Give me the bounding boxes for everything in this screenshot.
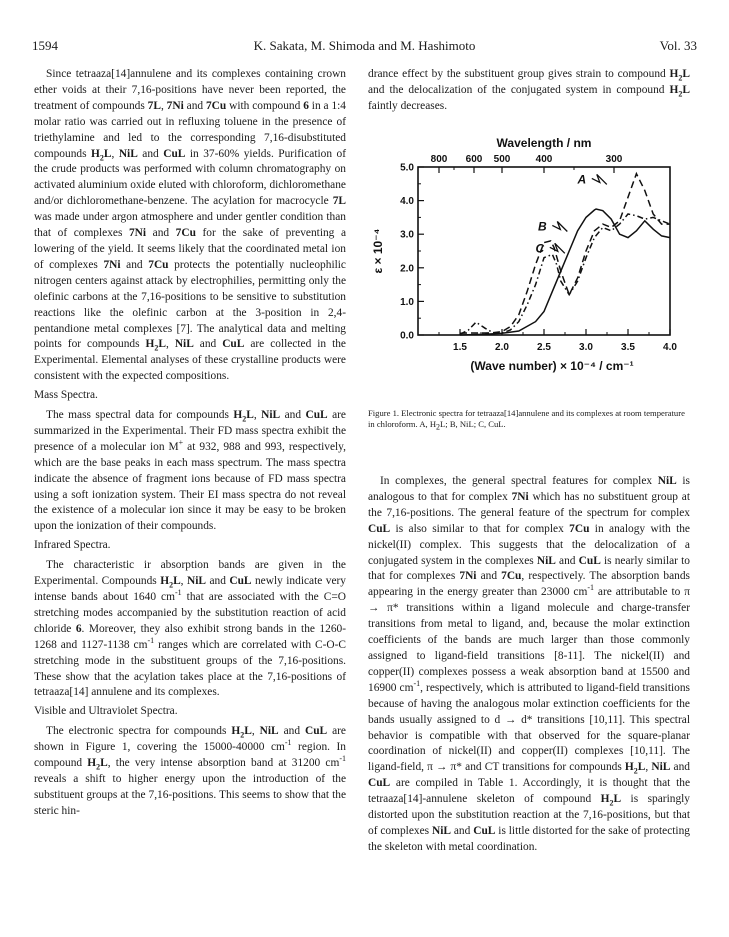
text-run: The characteristic ir absorption bands are given in the Experimental. Compounds bbox=[34, 559, 346, 588]
text-run: are summarized in the Experimental. Their FD mass spectra exhibit the presence of a molecular ion M bbox=[34, 409, 346, 453]
text-run: The electronic spectra for compounds bbox=[46, 725, 232, 738]
text-run: L bbox=[158, 338, 167, 351]
text-run: , bbox=[180, 575, 187, 588]
x-tick-label: 4.0 bbox=[663, 342, 677, 353]
left-column bbox=[34, 67, 346, 820]
text-run: and bbox=[555, 554, 579, 567]
paragraph-infrared-spectra bbox=[34, 558, 346, 701]
text-run: 2 bbox=[96, 762, 101, 772]
text-run: is analogous to that for complex bbox=[368, 475, 690, 503]
heading-uv-vis-spectra: Visible and Ultraviolet Spectra. bbox=[34, 705, 178, 718]
text-run: protects the potentially nucleophilic nitrogen centers against attack by electrophilies, permitting only the olefinic carbons at the 7,16-positions to be sensitive to substitution reactions like the olefinic carbon at the 3-position in 2,4-pentandione metal complexes [7]. The analytical data and melting points for compounds bbox=[34, 258, 346, 351]
volume-label: Vol. 33 bbox=[659, 38, 697, 53]
curve-label-C: C bbox=[535, 241, 545, 256]
text-run: , bbox=[111, 147, 119, 160]
text-run: Since tetraaza[14]annulene and its complexes containing crown ether voids at their 7,16-positions have never been reported, the treatment of compounds bbox=[34, 68, 346, 112]
text-run: and bbox=[137, 147, 164, 160]
text-run: L bbox=[103, 147, 112, 160]
text-run: -1 bbox=[147, 635, 155, 645]
text-run: 7Ni bbox=[166, 99, 184, 112]
text-run: H bbox=[231, 725, 241, 738]
text-run: 7Cu bbox=[569, 522, 590, 535]
paragraph-mass-spectra bbox=[34, 408, 346, 535]
text-run: L bbox=[682, 83, 690, 96]
text-run: are attributable to π → π* transitions within a ligand molecule and charge-transfer transitions from metal to ligand, and, because the molar extinction coefficients of the bands are much larger than those commonly assigned to ligand-field transitions [8-11]. The nickel(II) and copper(II) complexes possess a weak absorption band at 15500 and 16900 cm bbox=[368, 586, 690, 694]
heading-infrared-spectra: Infrared Spectra. bbox=[34, 539, 111, 552]
text-run: region. In compound bbox=[34, 741, 346, 770]
text-run: CuL bbox=[473, 824, 496, 837]
x-tick-label: 3.5 bbox=[621, 342, 635, 353]
text-run: that are associated with the C=O stretching modes accompanied by the substitution reaction of acid chloride bbox=[34, 591, 346, 635]
series-line-A bbox=[460, 209, 670, 335]
text-run: L bbox=[613, 793, 622, 806]
text-run: NiL bbox=[657, 475, 677, 487]
paragraph-continuation bbox=[368, 67, 690, 115]
text-run: NiL bbox=[261, 409, 281, 422]
curve-leader-B bbox=[552, 221, 567, 231]
text-run: and bbox=[120, 258, 149, 271]
y-axis-title: ε × 10⁻⁴ bbox=[371, 228, 385, 274]
y-tick-label: 1.0 bbox=[400, 296, 414, 308]
text-run: 2 bbox=[609, 798, 614, 808]
spectra-chart-svg bbox=[366, 120, 696, 405]
running-authors: K. Sakata, M. Shimoda and M. Hashimoto bbox=[253, 38, 476, 53]
text-run: H bbox=[91, 147, 100, 160]
text-run: -1 bbox=[339, 754, 347, 764]
text-run: 2 bbox=[154, 343, 159, 353]
text-run: NiL bbox=[174, 338, 194, 351]
text-run: and bbox=[183, 99, 206, 112]
text-run: 2 bbox=[99, 152, 104, 162]
text-run: and bbox=[670, 761, 690, 774]
text-run: L bbox=[100, 757, 108, 770]
text-run: -1 bbox=[174, 588, 182, 598]
text-run: H bbox=[87, 757, 97, 770]
text-run: NiL bbox=[536, 554, 556, 567]
right-column-bottom bbox=[368, 474, 690, 856]
text-run: 6 bbox=[303, 99, 309, 112]
text-run: reveals a shift to higher energy upon the introduction of the substituent groups at the 7,16-positions. This seems to show that the steric hin- bbox=[34, 772, 346, 817]
text-run: CuL bbox=[222, 338, 245, 351]
text-run: 2 bbox=[240, 730, 245, 740]
text-run: L bbox=[246, 409, 254, 422]
text-run: NiL bbox=[431, 824, 451, 837]
text-run: 2 bbox=[678, 89, 683, 99]
top-tick-label: 500 bbox=[493, 154, 511, 165]
text-run: CuL bbox=[368, 522, 391, 535]
text-run: CuL bbox=[163, 147, 186, 160]
text-run: and bbox=[146, 227, 176, 240]
text-run: 7L bbox=[332, 195, 346, 208]
text-run: , the very intense absorption band at 31200 cm bbox=[107, 757, 340, 770]
text-run: In complexes, the general spectral features for complex bbox=[380, 475, 658, 487]
paragraph-complexes bbox=[368, 474, 690, 856]
text-run: 6 bbox=[75, 622, 82, 635]
text-run: which has no substituent group at the 7,16-positions. The general feature of the spectrum for complex bbox=[368, 490, 691, 519]
text-run: -1 bbox=[284, 738, 292, 748]
top-axis-title: Wavelength / nm bbox=[496, 136, 592, 150]
text-run: 7Cu bbox=[148, 258, 169, 271]
figure-caption bbox=[368, 408, 690, 430]
x-tick-label: 1.5 bbox=[453, 342, 467, 353]
text-run: L bbox=[637, 761, 646, 774]
text-run: was made under argon atmosphere and under gentler condition than that of complexes bbox=[34, 211, 346, 240]
text-run: in a 1:4 molar ratio was carried out in refluxing toluene in the presence of triethylamine and led to the corresponding 7,16-disubstituted compounds bbox=[34, 99, 346, 160]
text-run: newly indicate very intense bands about 1640 cm bbox=[34, 575, 347, 603]
y-tick-label: 4.0 bbox=[400, 196, 414, 208]
text-run: 7Ni bbox=[511, 490, 529, 503]
text-run: faintly decreases. bbox=[368, 99, 448, 112]
text-run: L bbox=[173, 575, 181, 588]
text-run: H bbox=[669, 83, 679, 96]
text-run: H bbox=[600, 793, 610, 806]
page-number: 1594 bbox=[32, 38, 58, 53]
x-axis-title: (Wave number) × 10⁻⁴ / cm⁻¹ bbox=[470, 359, 634, 373]
text-run: 7L bbox=[147, 99, 161, 112]
text-run: for the sake of preventing a lowering of the yield. It seems likely that the coordinated metal ion of complexes bbox=[34, 227, 346, 271]
text-run: . Moreover, they also exhibit strong bands in the 1260-1268 and 1127-1138 cm bbox=[34, 622, 347, 651]
text-run: CuL bbox=[304, 725, 328, 738]
series-line-B bbox=[460, 174, 670, 334]
text-run: drance effect by the substituent group gives strain to compound bbox=[368, 68, 670, 80]
text-run: H bbox=[624, 761, 634, 774]
text-run: are collected in the Experimental. Elemental analyses of these crystalline products were consistent with the expected compositions. bbox=[34, 338, 346, 383]
text-run: 2 bbox=[678, 73, 683, 83]
y-tick-label: 5.0 bbox=[400, 162, 414, 174]
text-run: is also similar to that for complex bbox=[390, 522, 570, 535]
text-run: , bbox=[253, 409, 262, 422]
text-run: CuL bbox=[578, 554, 601, 567]
text-run: 7Cu bbox=[175, 227, 196, 240]
text-run: and bbox=[280, 409, 306, 422]
y-tick-label: 0.0 bbox=[400, 330, 414, 342]
text-run: and bbox=[476, 570, 502, 583]
text-run: NiL bbox=[186, 575, 206, 588]
text-run: The mass spectral data for compounds bbox=[46, 409, 234, 422]
right-column-top bbox=[368, 67, 690, 115]
x-tick-label: 2.5 bbox=[537, 342, 551, 353]
text-run: 7Ni bbox=[459, 570, 477, 583]
curve-label-A: A bbox=[577, 172, 587, 187]
text-run: -1 bbox=[413, 678, 421, 688]
text-run: and the delocalization of the conjugated system in compound bbox=[368, 83, 670, 96]
text-run: 7Ni bbox=[128, 227, 147, 240]
top-tick-label: 400 bbox=[535, 154, 553, 165]
text-run: in analogy with the nickel(II) complex. This suggests that the delocalization of a conjugated system in the complexes bbox=[368, 522, 690, 567]
top-tick-label: 800 bbox=[430, 154, 448, 165]
text-run: , bbox=[645, 761, 652, 774]
figure-1-spectra-chart bbox=[366, 120, 696, 405]
curve-leader-C bbox=[550, 243, 565, 253]
text-run: NiL bbox=[651, 761, 671, 774]
text-run: , respectively, which is attributed to ligand-field transitions because of having the analogous molar extinction coefficients for the bands usually assigned to d → d* transitions [10,11]. This spectral behavior is compatible with that observed for the square-planar coordination of nickel(II) and copper(II) complexes [10,11]. The ligand-field, π → π* and CT transitions for compounds bbox=[368, 681, 690, 774]
text-run: and bbox=[205, 575, 230, 588]
text-run: , bbox=[251, 725, 260, 738]
text-run: H bbox=[233, 409, 243, 422]
text-run: NiL bbox=[118, 147, 138, 160]
text-run: 2 bbox=[169, 580, 174, 590]
text-run: H bbox=[145, 338, 155, 351]
text-run: CuL bbox=[229, 575, 252, 588]
text-run: with compound bbox=[226, 99, 304, 112]
paragraph-uv-vis-spectra bbox=[34, 724, 346, 819]
text-run: in 37-60% yields. Purification of the crude products was performed with column chromatography on activated aluminium oxide eluted with chloroform, dichloromethane and/or dichloromethane-benzene. The acylation for macrocycle bbox=[34, 147, 346, 208]
text-run: 2 bbox=[242, 414, 247, 424]
series-line-C bbox=[460, 214, 670, 334]
text-run: L bbox=[244, 725, 252, 738]
text-run: L; B, NiL; C, CuL. bbox=[440, 419, 506, 429]
x-tick-label: 3.0 bbox=[579, 342, 593, 353]
text-run: CuL bbox=[305, 409, 328, 422]
text-run: 2 bbox=[633, 766, 638, 776]
text-run: and bbox=[193, 338, 223, 351]
text-run: , respectively. The absorption bands appearing in the energy greater than 23000 cm bbox=[368, 570, 690, 599]
y-tick-label: 2.0 bbox=[400, 263, 414, 275]
text-run: are compiled in Table 1. Accordingly, it is thought that the tetraaza[14]-annulene skeleton of compound bbox=[368, 777, 690, 806]
heading-mass-spectra: Mass Spectra. bbox=[34, 389, 98, 402]
text-run: -1 bbox=[587, 583, 595, 593]
text-run: Figure 1. Electronic spectra for tetraaza[14]annulene and its complexes at room temperature in chloroform. A, H bbox=[368, 408, 685, 429]
text-run: , bbox=[160, 99, 167, 112]
text-run: + bbox=[178, 438, 184, 448]
text-run: L bbox=[682, 68, 690, 80]
text-run: CuL bbox=[368, 777, 391, 790]
top-tick-label: 600 bbox=[465, 154, 483, 165]
text-run: , bbox=[166, 338, 175, 351]
curve-leader-A bbox=[592, 174, 607, 184]
text-run: NiL bbox=[259, 725, 279, 738]
text-run: and bbox=[278, 725, 305, 738]
text-run: 7Ni bbox=[103, 258, 121, 271]
x-tick-label: 2.0 bbox=[495, 342, 509, 353]
text-run: and bbox=[450, 824, 474, 837]
text-run: is little distorted for the sake of protecting the skeleton with metal coordination. bbox=[368, 824, 690, 853]
top-tick-label: 300 bbox=[605, 154, 623, 165]
text-run: 2 bbox=[436, 422, 441, 432]
y-tick-label: 3.0 bbox=[400, 229, 414, 241]
text-run: 7Cu bbox=[205, 99, 227, 112]
text-run: are shown in Figure 1, covering the 15000-40000 cm bbox=[34, 725, 346, 754]
text-run: at 932, 988 and 993, respectively, which are the base peaks in each mass spectrum. The mass spectra indicate the absence of fragment ions because of FD mass spectra using a soft ionization system. Their EI mass spectra do not reveal the existence of a molecular ion since it may be easy to be broken upon the ionization of their compounds. bbox=[34, 440, 346, 533]
text-run: is nearly similar to that for complexes bbox=[368, 554, 690, 583]
running-header bbox=[32, 38, 697, 54]
paragraph-synthesis bbox=[34, 67, 346, 385]
text-run: 7Cu bbox=[501, 570, 522, 583]
text-run: H bbox=[160, 575, 170, 588]
curve-label-B: B bbox=[537, 219, 547, 234]
text-run: H bbox=[669, 68, 679, 80]
text-run: ranges which are correlated with C-O-C stretching mode in the substituent groups of the 7,16-positions. These show that the acylation takes place at the 7,16-positions of tetraaza[14] annulene and its complexes. bbox=[34, 638, 347, 699]
text-run: is sparingly distorted upon the substitution reaction at the 7,16-positions, but that of complexes bbox=[368, 793, 690, 837]
